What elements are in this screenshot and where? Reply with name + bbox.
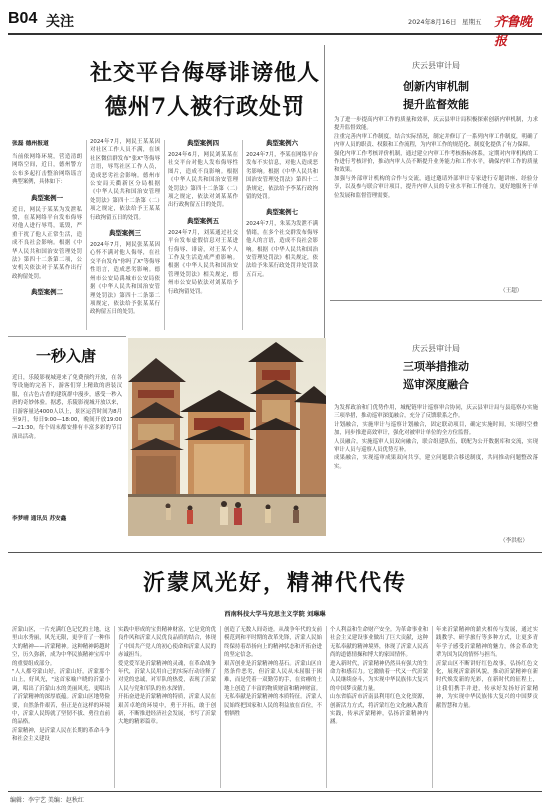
sidebar2-title-line2: 巡审深度融合 <box>403 378 469 391</box>
masthead-logo: 齐鲁晚报 <box>494 15 532 49</box>
sidebar1-title-line2: 提升监督效能 <box>403 98 469 111</box>
feature-byline: 西南科技大学马克思主义学院 刘琳琳 <box>224 611 326 618</box>
case7-body: 2024年7月，朱某为发泄不满情绪，在多个社交群发布侮辱他人的言语，造成不良社会影响。根据《中华人民共和国治安管理处罚法》相关规定，依法给予朱某行政处罚并处罚款五百元。 <box>246 221 318 278</box>
sidebar1-title-line1: 创新内审机制 <box>403 80 469 93</box>
sidebar2-title-line1: 三项举措推动 <box>403 360 469 373</box>
case4-label: 典型案例四 <box>187 139 219 147</box>
lead-column-4 <box>246 138 318 279</box>
feature-column-3: 创造了无数人间奇迹。从战争年代的支前模范到和平时期的改革先锋，沂蒙人民始终保持着昂扬向上的精神状态和开拓奋进的坚定信念。 艰苦创业是沂蒙精神的基石。沂蒙山区自然条件恶劣，但沂蒙人民从未屈服于困难，而是凭着一双勤劳的手，在贫瘠的土地上创造了丰富的物质财富和精神财富。 无私奉献是沂蒙精神的本质特征。沂蒙人民始终把国家和人民的利益放在首位，不惜牺牲 <box>224 627 322 718</box>
feature-column-2: 实践中形成的宝贵精神财富，它是党的优良作风和沂蒙人民优良品质的结合，体现了中国共产党人的初心使命和沂蒙人民的赤诚担当。 爱党爱军是沂蒙精神的灵魂，在革命战争年代，沂蒙人民用自己的实际行动诠释了对党的忠诚，对军队的热爱，表现了沂蒙人民与党和军队的鱼水深情。 开拓奋进是沂蒙精神的特质，沂蒙人民在艰苦卓绝的环境中，勇于开拓，敢于创新，不断推进经济社会发展，书写了沂蒙大地的精彩篇章。 <box>118 627 216 726</box>
lead-column-3 <box>168 138 238 296</box>
lead-column-2 <box>90 138 160 317</box>
header-rule <box>8 33 542 35</box>
case5-label: 典型案例五 <box>187 216 219 225</box>
issue-date: 2024年8月16日 <box>408 18 457 26</box>
brief-body: 近日，乐陵影视城迎来了免费预约开放，在各等设施的完善下，游客们穿上精致的唐装汉服，在古色古香的建筑群中漫步，感受一秒入唐的奇妙体验。据悉，乐陵影视城开放以来，日游客量达4000人以上，景区运营时间为8月至9月，每日9:00—18:00，晚间开放19:00—21:30。每个周末都安排有丰富多彩的节目演出活动。 <box>12 375 122 440</box>
case1-body: 近日，网民于某某为发泄私愤，在某网络平台发布侮辱对他人进行辱骂，诋毁，严重干扰了他人正常生活，造成不良社会影响。根据《中华人民共和国治安管理处罚法》第四十二条第二项，公安机关依法对于某某作出行政拘留处罚。 <box>12 206 82 280</box>
lead-headline-line1: 社交平台侮辱诽谤他人 <box>89 60 320 86</box>
sidebar2-body: 为发挥政治和门优势作用，城配链审计巡察审合协同，庆云县审计局与县巡察办实施三项举措，推动巡审深度融合，充分了反馈联系之作。 计划融合，实施审计与巡察计划融合，固定联动项目，确定实施时间，实现时空叠加，同步推进高效审计，强化对被审计单位的全方位监督。 人员融合，实施巡审人员双向融合，联合组建队伍，联配为公开数据库和交流，实现审计人员与巡察人员优势互补。 成果融合，实现巡审成果双向共享，建立问题联合移送制度，共同推动问题整改落实。 <box>334 405 538 470</box>
feature-column-5: 年来沂蒙精神的薪火相传与发展，通过实践教学、研学旅行等多种方式，让更多青年学子感受沂蒙精神的魅力，体会革命先辈为国为民的情怀与担当。 沂蒙山区不断讲好红色故事，弘扬红色文化，展现沂蒙新风貌，推动沂蒙精神在新时代焕发新的光彩，在新时代的征程上，让我们携手并进，传承好发扬好沂蒙精神，为实现中华民族伟大复兴的中国梦贡献智慧和力量。 <box>436 627 538 709</box>
sidebar1-source: 庆云县审计局 <box>412 61 460 70</box>
lead-byline: 张磊 德州报道 <box>12 141 49 147</box>
brief-title: 一秒入唐 <box>35 347 96 365</box>
case5-body: 2024年7月，刘某通过社交平台发布虚假信息对王某进行侮辱、诽谤，对王某个人工作及生活造成严重影响。根据《中华人民共和国治安管理处罚法》相关规定，德州市公安局依法对刘某给予行政拘留处罚。 <box>168 229 238 295</box>
issue-weekday: 星期五 <box>462 18 482 26</box>
feature-headline: 沂蒙风光好，精神代代传 <box>142 570 407 596</box>
brief-credit: 李梦晴 通讯员 苏安鑫 <box>12 516 67 522</box>
case3-label: 典型案例三 <box>109 229 141 238</box>
page-header <box>8 8 542 49</box>
case1-label: 典型案例一 <box>31 193 63 202</box>
case2-label: 典型案例二 <box>31 288 63 297</box>
footer-editors: 编辑：李宁艺 美编：赵秋红 <box>10 797 84 804</box>
feature-column-4: 个人利益和生命财产安全。为革命事业和社会主义建设事业做出了巨大贡献，这种无私奉献的精神境界，体现了沂蒙人民高尚的道德情操和博大的家国情怀。 进入新时代，沂蒙精神仍然具有强大的生命力和感召力。它激励着一代又一代沂蒙人民继续奋斗，为实现中华民族伟大复兴的中国梦贡献力量。 山东省临沂市沂南县利用红色文化资源，创新活力方式，将沂蒙红色文化融入教育实践，传承沂蒙精神，弘扬沂蒙精神内涵。 <box>330 627 428 726</box>
section-name: 关注 <box>46 14 74 30</box>
lead-intro: 当前依网络环境，营造清朗网络空间，近日，德州警方公布多起打击整治网络谣言典型案例，具体如下： <box>12 154 82 186</box>
feature-column-1: 沂蒙山区，一片充满红色记忆的土地，这里山水秀丽，风光无限，更孕育了一种伟大的精神——沂蒙精神。这种精神跨越时空，历久弥新，成为中华民族精神宝库中的重要组成部分。 "人人都夸蒙山好，沂蒙山好，沂蒙那个山上，好风光，"这首家喻户晓的沂蒙小调，唱出了沂蒙山水的美丽风光，更唱出了沂蒙精神的深厚底蕴。沂蒙山区地势险要，自然条件艰苦，但正是在这样的环境中，沂蒙人民铸就了坚韧不拔、勇往直前的品格。 沂蒙精神，是沂蒙人民在长期的革命斗争和社会主义建设 <box>12 627 110 743</box>
case4-body: 2024年6月，网民刘某某在社交平台对他人发布侮辱性图片，造成不良影响。根据《中华人民共和国治安管理处罚法》第四十二条第（二）项之规定，依法对刘某某作出行政拘留五日的处罚。 <box>168 152 238 209</box>
case3-body: 2024年7月，网民张某某因心怀不满对他人侮辱，在社交平台发布"你吗了X"等侮辱性语言，造成恶劣影响。德州市公安局禹城市公安局依据《中华人民共和国治安管理处罚法》第四十二条第二项规定，依法给予张某某行政拘留五日的处罚。 <box>90 242 160 316</box>
lead-headline-line2: 德州7人被行政处罚 <box>104 94 306 120</box>
case7-label: 典型案例七 <box>266 208 298 217</box>
sidebar2-credit: （李洪松） <box>500 538 528 544</box>
sidebar1-body: 为了进一步提高内审工作的质量和效率，庆云县审计局积极探索创新内审机制，力求提升监督效能。 注重完善内审工作制度，结合实际情况，制定并修订了一系列内审工作制度，明确了内审人员的职责、权限和工作流程，为内审工作的规范化、制度化提供了有力保障。 强化内审工作考核评价机制，通过建立内审工作考核指标体系，定期对内审机构的工作进行考核评价，推动内审人员不断提升业务能力和工作水平，确保内审工作的质量和效果。 加强与外部审计机构的合作与交流，通过邀请外部审计专家进行专题讲座、经验分享，以及参与联合审计项目，提升内审人员的专业水平和工作能力，更好地服务于单位发展和监督管理需要。 <box>334 117 538 199</box>
lead-column-1 <box>12 138 82 300</box>
case6-body: 2024年7月，李某在网络平台发布不实信息，对他人造成恶劣影响。根据《中华人民共和国治安管理处罚法》第四十二条规定，依法给予李某行政拘留的处罚。 <box>246 152 318 201</box>
sidebar2-source: 庆云县审计局 <box>412 344 460 353</box>
page-number: B04 <box>8 10 38 27</box>
case2-body: 2024年7月，网民王某某因对社区工作人员不满，在该社区微信群发布"张X"等侮辱言语，辱骂社区工作人员，造成恶劣社会影响。德州市公安局天衢新区分局根据《中华人民共和国治安管理处罚法》第四十二条第（二）项之规定，依法给予王某某行政拘留五日的处罚。 <box>90 139 160 221</box>
tang-architecture-photo <box>128 338 326 536</box>
case6-label: 典型案例六 <box>266 139 298 147</box>
sidebar1-credit: （王超） <box>500 288 523 294</box>
